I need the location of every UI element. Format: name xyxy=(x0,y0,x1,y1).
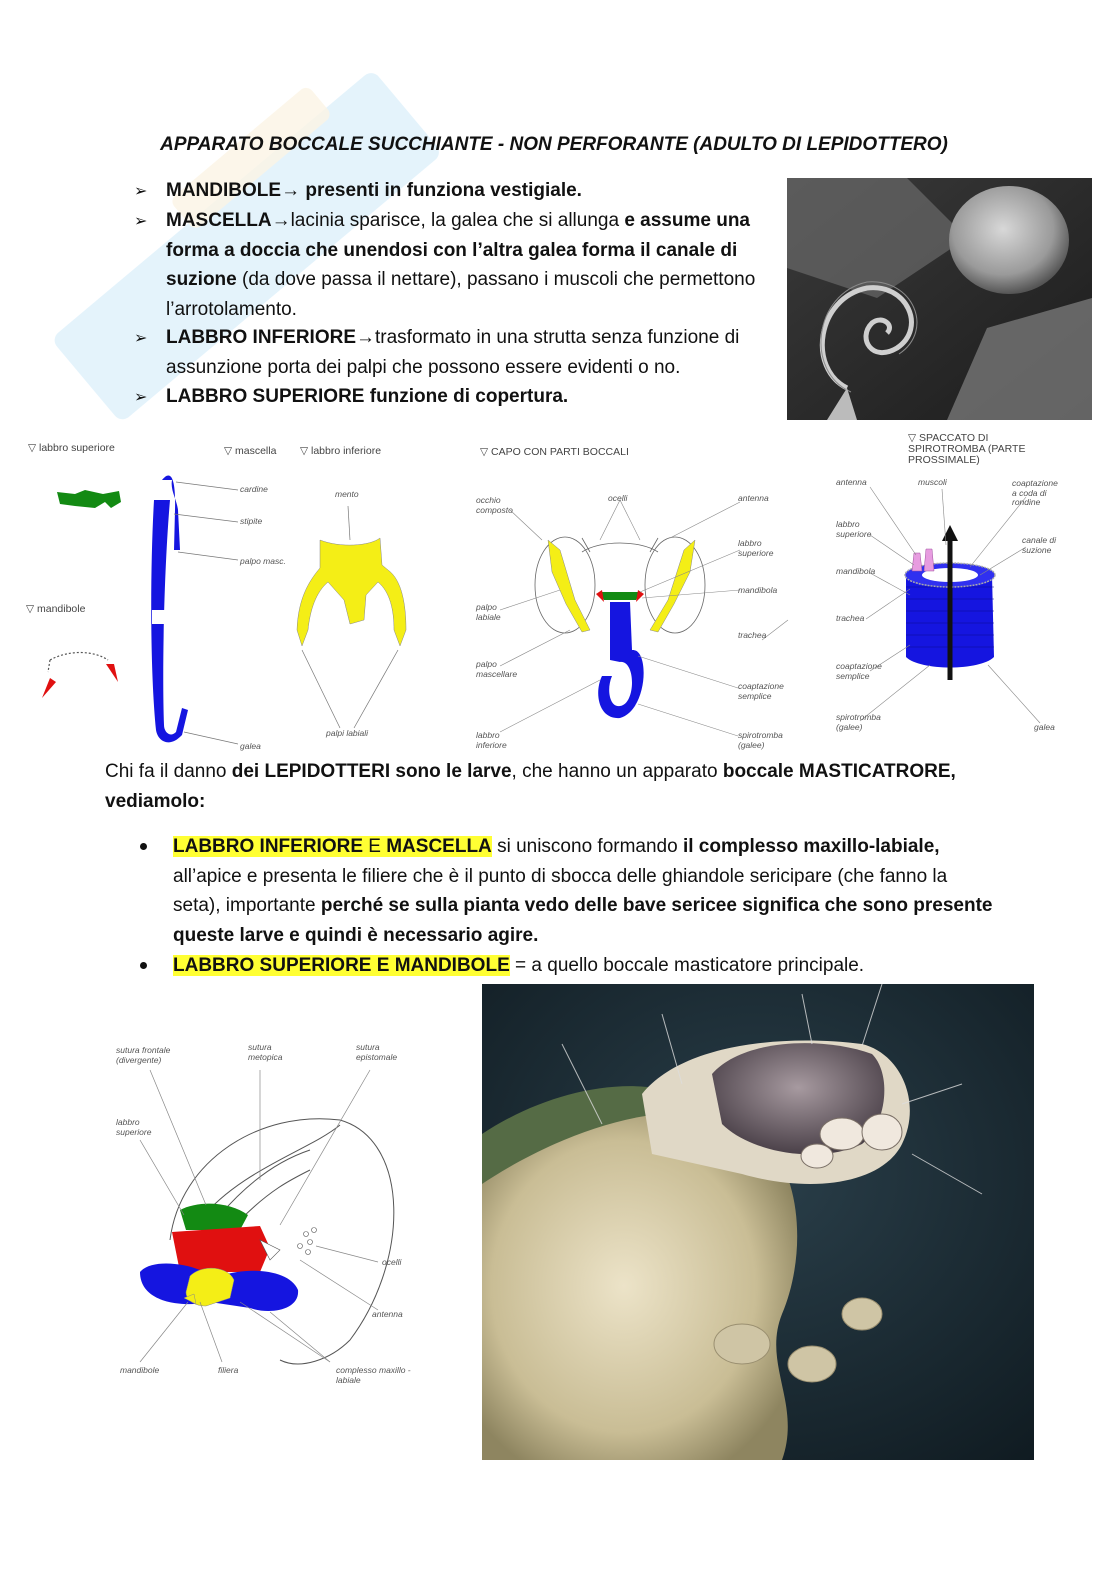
label-complesso-maxillo-labiale: complesso maxillo - labiale xyxy=(336,1365,411,1385)
label-spiro-header: ▽ SPACCATO DI SPIROTROMBA (PARTE PROSSIMALE) xyxy=(908,432,1026,466)
labrum-green-shape xyxy=(55,488,125,513)
label-mandibola-3: mandibola xyxy=(836,566,876,576)
label-palpo-masc: palpo masc. xyxy=(240,556,286,566)
label-sutura-epistomale: sutura epistomale xyxy=(356,1042,398,1062)
bullet-maxillo-labiale: LABBRO INFERIORE E MASCELLA si uniscono formando il complesso maxillo-labiale, all’apice e presenta le filiere che è il punto di sbocca delle ghiandole sericipare (che fanno la seta), importante perché se sulla pianta vedo delle bave sericee significa che sono presente queste larve e quindi è necessario agire. xyxy=(173,836,993,946)
label-antenna-4: antenna xyxy=(372,1309,403,1319)
moth-head-sem-photo xyxy=(787,178,1092,420)
bullet-mascella: MASCELLA→lacinia sparisce, la galea che si allunga e assume una forma a doccia che unendosi con l’altra galea forma il canale di suzione (da dove passa il nettare), passano i muscoli che permettono l’arrotolamento. xyxy=(166,210,756,320)
arrow-bullet-icon: ➢ xyxy=(134,330,148,347)
caterpillar-sem-photo xyxy=(482,984,1034,1460)
head-mouthparts-drawing xyxy=(470,480,800,750)
label-labbro-superiore-3: labbro superiore xyxy=(836,519,872,539)
label-antenna: antenna xyxy=(738,493,769,503)
maxilla-labium-drawing xyxy=(140,470,420,755)
label-labbro-inferiore: ▽ labbro inferiore xyxy=(300,445,382,457)
page-title: APPARATO BOCCALE SUCCHIANTE - NON PERFORANTE (ADULTO DI LEPIDOTTERO) xyxy=(160,134,948,155)
bullet-labbro-superiore-mandibole: LABBRO SUPERIORE E MANDIBOLE = a quello boccale masticatore principale. xyxy=(173,955,865,976)
label-mandibole: ▽ mandibole xyxy=(26,603,86,615)
label-palpo-labiale: palpo labiale xyxy=(476,602,501,622)
label-labbro-superiore: ▽ labbro superiore xyxy=(28,442,115,454)
label-muscoli: muscoli xyxy=(918,477,947,487)
arrow-bullet-icon: ➢ xyxy=(134,213,148,230)
label-canale-suzione: canale di suzione xyxy=(1022,535,1057,555)
arrow-bullet-icon: ➢ xyxy=(134,183,148,200)
label-ocelli-4: ocelli xyxy=(382,1257,402,1267)
label-labbro-inferiore-2: labbro inferiore xyxy=(476,730,507,750)
label-sutura-frontale: sutura frontale (divergente) xyxy=(116,1045,171,1065)
label-trachea-3: trachea xyxy=(836,613,865,623)
label-filiera: filiera xyxy=(218,1365,239,1375)
label-ocelli: ocelli xyxy=(608,493,628,503)
label-cardine: cardine xyxy=(240,484,268,494)
bullet-labbro-superiore: LABBRO SUPERIORE funzione di copertura. xyxy=(166,386,569,407)
label-occhio-composto: occhio composto xyxy=(476,495,513,515)
label-mento: mento xyxy=(335,489,359,499)
label-coaptazione-coda: coaptazione a coda di rondine xyxy=(1012,478,1058,507)
label-galea: galea xyxy=(240,741,261,751)
label-coaptazione-semplice: coaptazione semplice xyxy=(738,681,784,701)
label-mandibola: mandibola xyxy=(738,585,778,595)
label-stipite: stipite xyxy=(240,516,263,526)
label-mandibole-4: mandibole xyxy=(120,1365,160,1375)
label-coaptazione-semplice-3: coaptazione semplice xyxy=(836,661,882,681)
label-galea-3: galea xyxy=(1034,722,1055,732)
label-labbro-superiore-2: labbro superiore xyxy=(738,538,774,558)
label-mascella: ▽ mascella xyxy=(224,445,277,457)
label-labbro-superiore-4: labbro superiore xyxy=(116,1117,152,1137)
label-sutura-metopica: sutura metopica xyxy=(248,1042,283,1062)
proboscis-section-drawing xyxy=(830,475,1070,740)
bullet-dot-icon xyxy=(140,843,147,850)
arrow-bullet-icon: ➢ xyxy=(134,389,148,406)
label-spirotromba-3: spirotromba (galee) xyxy=(836,712,881,732)
paragraph-larve: Chi fa il danno dei LEPIDOTTERI sono le larve, che hanno un apparato boccale MASTICATRORE, vediamolo: xyxy=(105,761,956,812)
label-antenna-3: antenna xyxy=(836,477,867,487)
bullet-mandibole: MANDIBOLE→ presenti in funziona vestigiale. xyxy=(166,180,582,201)
label-spirotromba: spirotromba (galee) xyxy=(738,730,783,750)
bullet-labbro-inferiore: LABBRO INFERIORE→trasformato in una strutta senza funzione di assunzione porta dei palpi che possono essere evidenti o no. xyxy=(166,327,740,378)
bullet-dot-icon xyxy=(140,962,147,969)
mandibles-red-shape xyxy=(38,648,120,700)
larva-head-drawing xyxy=(110,1040,420,1395)
label-trachea: trachea xyxy=(738,630,767,640)
label-capo-header: ▽ CAPO CON PARTI BOCCALI xyxy=(480,446,629,458)
label-palpo-mascellare: palpo mascellare xyxy=(476,659,518,679)
label-palpi-labiali: palpi labiali xyxy=(326,728,369,738)
